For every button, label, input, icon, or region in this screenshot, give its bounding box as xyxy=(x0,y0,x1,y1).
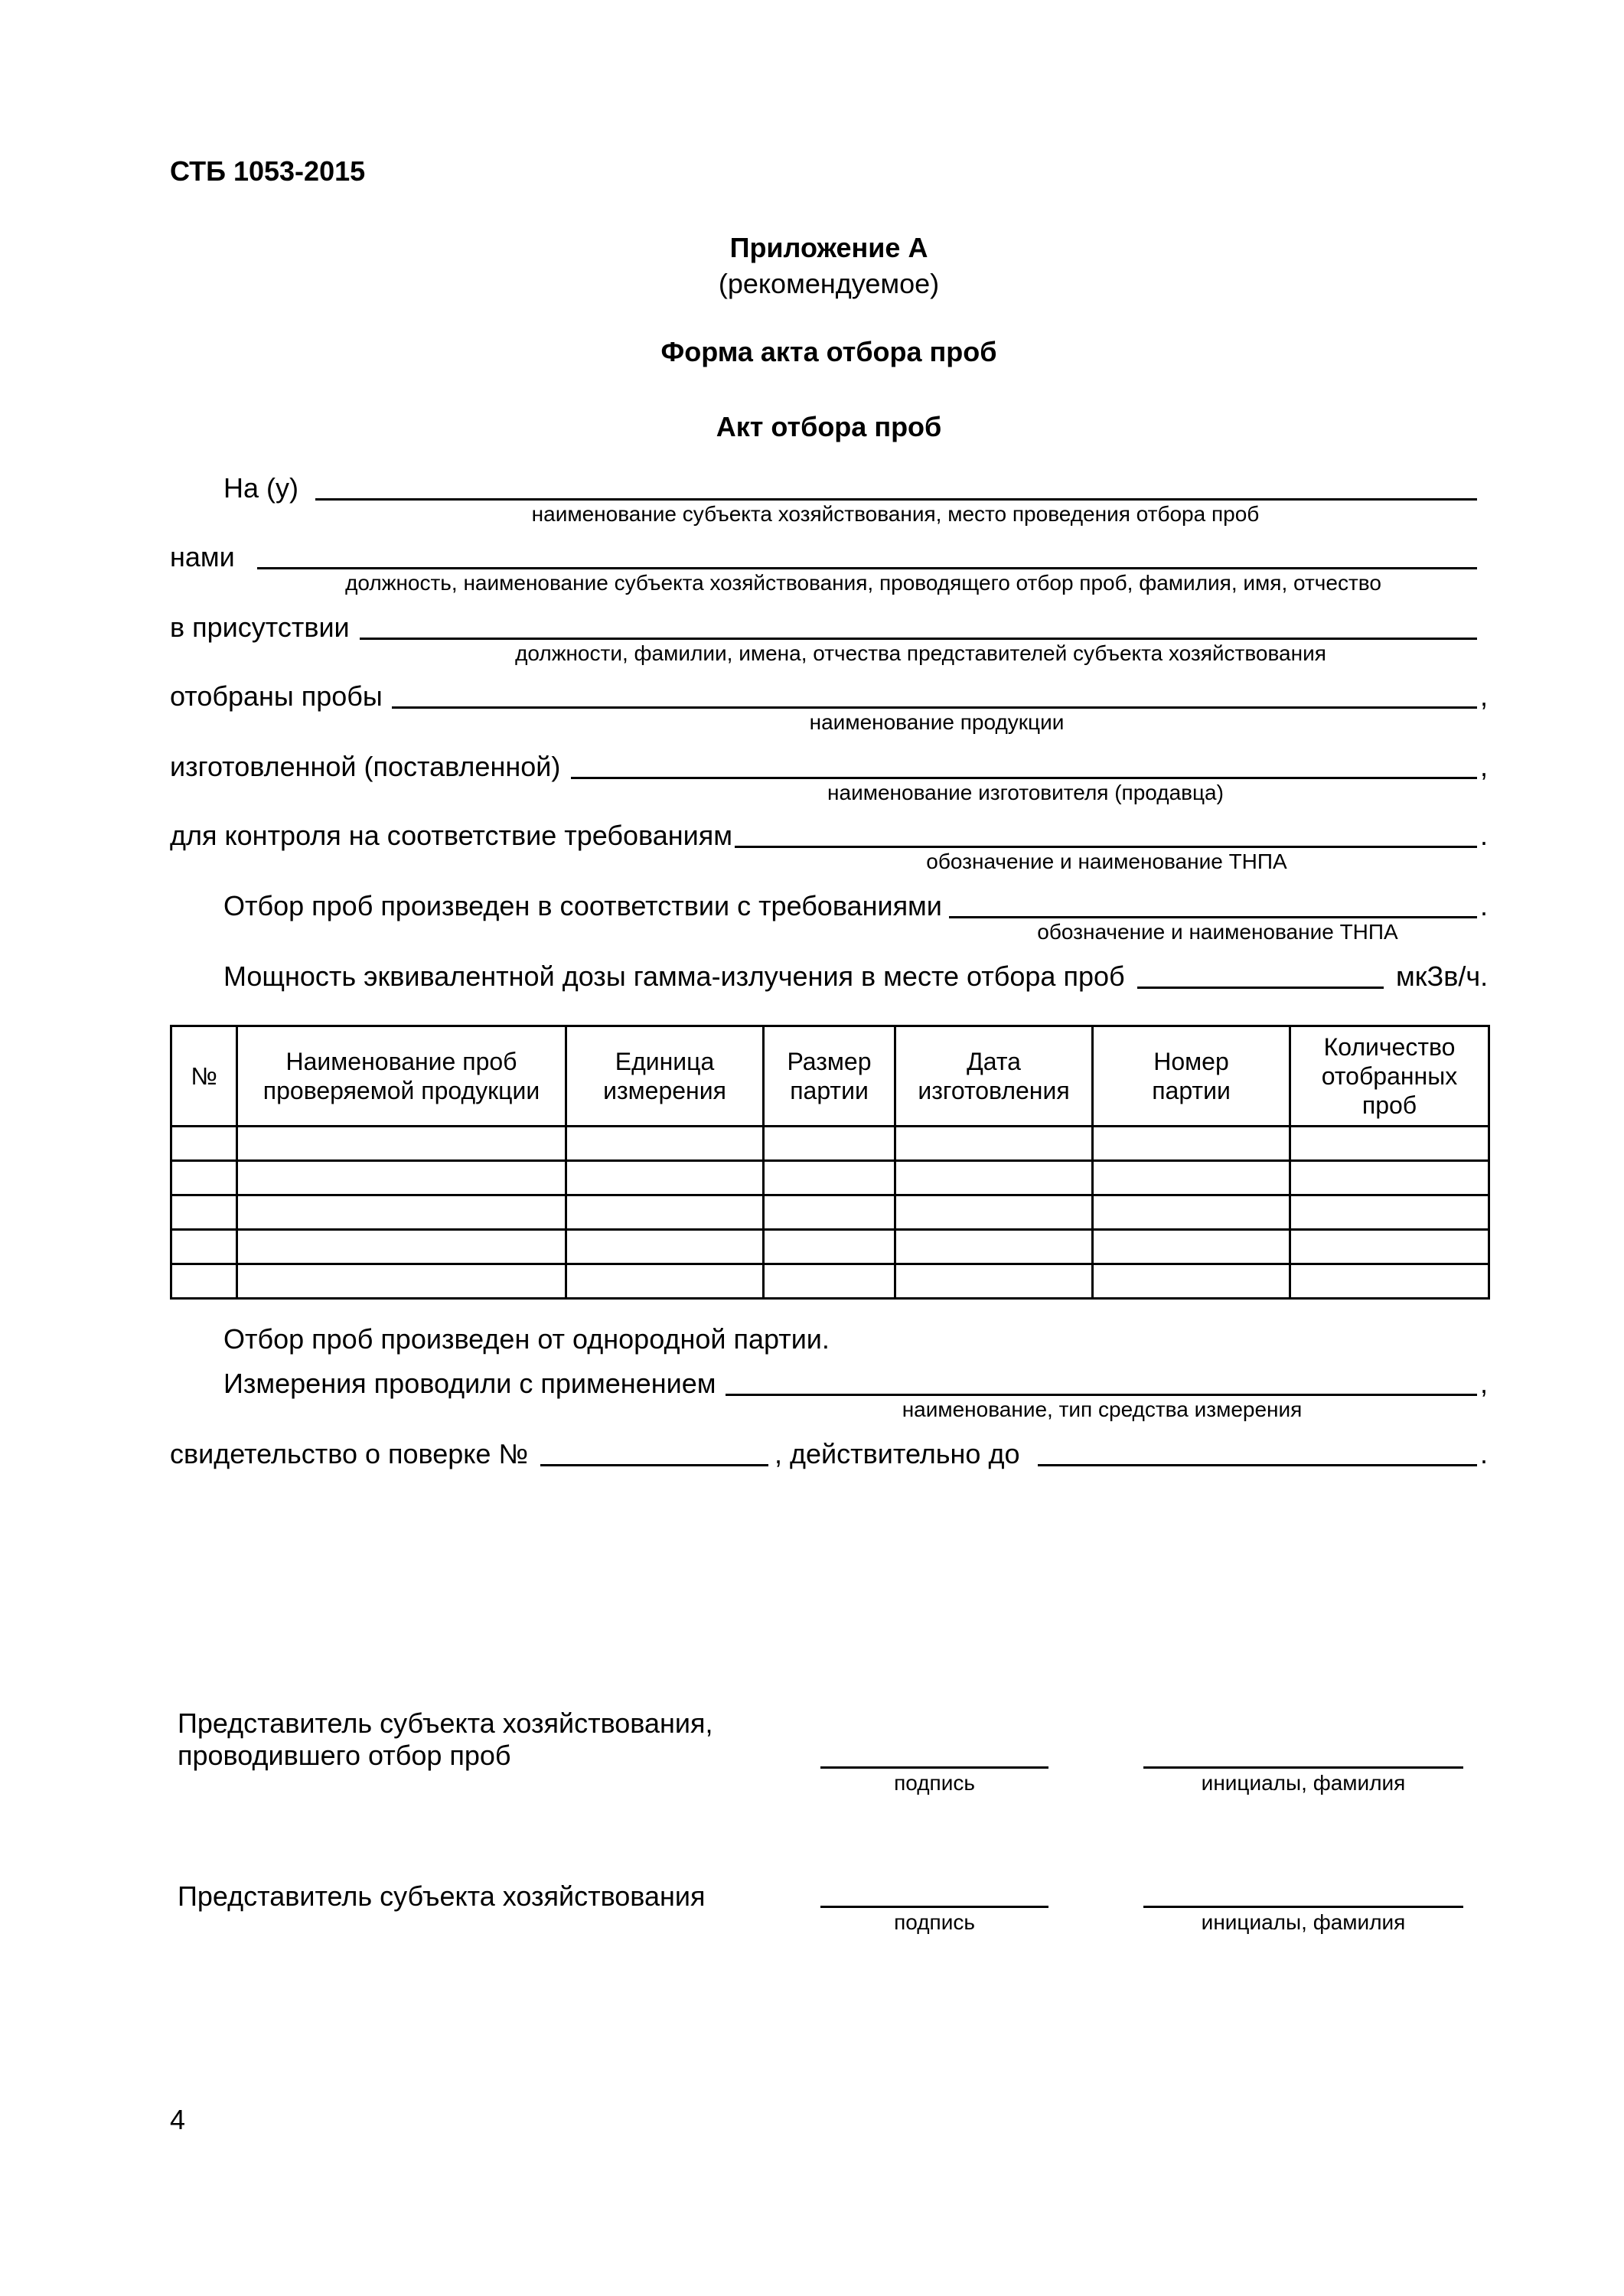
field-end-requirements: . xyxy=(1480,820,1489,851)
table-cell[interactable] xyxy=(1290,1195,1489,1230)
field-end-product: , xyxy=(1480,680,1489,712)
table-header-cell xyxy=(895,1026,1093,1127)
annex-title: Приложение А xyxy=(729,232,928,263)
table-header-row xyxy=(171,1026,1489,1127)
signature-line-1[interactable] xyxy=(820,1766,1048,1769)
table-cell[interactable] xyxy=(171,1195,237,1230)
measurements-line[interactable] xyxy=(726,1394,1477,1396)
table-cell[interactable] xyxy=(566,1127,764,1161)
table-body xyxy=(171,1127,1489,1299)
dose-label: Мощность эквивалентной дозы гамма-излучения в месте отбора проб xyxy=(223,960,1125,992)
field-label-sampling-standard: Отбор проб произведен в соответствии с требованиями xyxy=(223,890,942,921)
table-row xyxy=(171,1127,1489,1161)
page-number: 4 xyxy=(170,2104,186,2135)
field-end-sampling-standard: . xyxy=(1480,890,1489,921)
field-caption-product: наименование продукции xyxy=(809,710,1065,734)
table-row xyxy=(171,1161,1489,1195)
table-cell[interactable] xyxy=(1093,1161,1290,1195)
table-cell[interactable] xyxy=(237,1195,566,1230)
field-line-requirements[interactable] xyxy=(735,846,1477,848)
table-row xyxy=(171,1264,1489,1299)
signature-role-1-line-1: Представитель субъекта хозяйствования, xyxy=(178,1707,713,1739)
table-cell[interactable] xyxy=(171,1127,237,1161)
field-caption-sampling-standard: обозначение и наименование ТНПА xyxy=(1037,920,1398,944)
table-header-text: Номер xyxy=(1153,1048,1229,1075)
field-line-product[interactable] xyxy=(392,706,1477,709)
field-caption-location: наименование субъекта хозяйствования, место проведения отбора проб xyxy=(531,502,1260,526)
table-cell[interactable] xyxy=(1093,1127,1290,1161)
table-cell[interactable] xyxy=(1093,1264,1290,1299)
table-header-cell xyxy=(764,1026,895,1127)
table-header-cell xyxy=(237,1026,566,1127)
table-cell[interactable] xyxy=(566,1161,764,1195)
field-caption-samplers: должность, наименование субъекта хозяйствования, проводящего отбор проб, фамилия, имя, отчество xyxy=(345,571,1381,595)
table-header-text: Количество xyxy=(1323,1033,1456,1061)
table-cell[interactable] xyxy=(764,1195,895,1230)
table-cell[interactable] xyxy=(764,1264,895,1299)
field-line-samplers[interactable] xyxy=(257,567,1477,569)
table-header-text: № xyxy=(191,1062,217,1090)
table-cell[interactable] xyxy=(237,1161,566,1195)
table-cell[interactable] xyxy=(764,1161,895,1195)
table-cell[interactable] xyxy=(237,1127,566,1161)
table-cell[interactable] xyxy=(1290,1230,1489,1264)
signature-caption-2: подпись xyxy=(894,1910,975,1934)
table-cell[interactable] xyxy=(764,1127,895,1161)
table-cell[interactable] xyxy=(171,1264,237,1299)
samples-table xyxy=(170,1025,1490,1300)
table-cell[interactable] xyxy=(1093,1230,1290,1264)
table-row xyxy=(171,1230,1489,1264)
certificate-number-line[interactable] xyxy=(540,1464,768,1466)
table-cell[interactable] xyxy=(895,1230,1093,1264)
table-header-text: Размер xyxy=(787,1048,872,1075)
table-cell[interactable] xyxy=(1290,1161,1489,1195)
dose-line[interactable] xyxy=(1137,987,1384,989)
certificate-end: . xyxy=(1480,1438,1489,1469)
signature-role-2: Представитель субъекта хозяйствования xyxy=(178,1880,706,1912)
signature-line-2[interactable] xyxy=(820,1906,1048,1908)
table-cell[interactable] xyxy=(1290,1264,1489,1299)
field-label-samplers: нами xyxy=(170,541,235,572)
table-cell[interactable] xyxy=(1290,1127,1489,1161)
certificate-valid-label: , действительно до xyxy=(774,1438,1020,1469)
dose-unit: мкЗв/ч. xyxy=(1396,960,1489,992)
table-header-cell xyxy=(171,1026,237,1127)
annex-subtitle: (рекомендуемое) xyxy=(718,268,940,299)
field-label-location: На (у) xyxy=(223,472,298,504)
table-header-cell xyxy=(1290,1026,1489,1127)
form-title: Форма акта отбора проб xyxy=(660,336,997,367)
table-cell[interactable] xyxy=(895,1161,1093,1195)
table-cell[interactable] xyxy=(566,1230,764,1264)
field-line-location[interactable] xyxy=(315,498,1477,501)
act-title: Акт отбора проб xyxy=(716,411,942,442)
table-header-text: отобранных xyxy=(1321,1062,1458,1090)
table-cell[interactable] xyxy=(895,1127,1093,1161)
table-header-cell xyxy=(566,1026,764,1127)
table-cell[interactable] xyxy=(1093,1195,1290,1230)
table-header-text: Дата xyxy=(967,1048,1021,1075)
field-label-product: отобраны пробы xyxy=(170,680,383,712)
field-label-manufacturer: изготовленной (поставленной) xyxy=(170,751,561,782)
measurements-end: , xyxy=(1480,1368,1489,1399)
field-caption-manufacturer: наименование изготовителя (продавца) xyxy=(827,781,1224,804)
table-header-text: партии xyxy=(790,1077,869,1104)
table-cell[interactable] xyxy=(171,1161,237,1195)
table-row xyxy=(171,1195,1489,1230)
measurements-caption: наименование, тип средства измерения xyxy=(902,1397,1303,1421)
field-line-manufacturer[interactable] xyxy=(571,777,1477,779)
table-header-text: измерения xyxy=(603,1077,726,1104)
table-cell[interactable] xyxy=(237,1230,566,1264)
field-line-witnesses[interactable] xyxy=(360,638,1477,640)
table-cell[interactable] xyxy=(171,1230,237,1264)
name-caption-2: инициалы, фамилия xyxy=(1201,1910,1406,1934)
certificate-label: свидетельство о поверке № xyxy=(170,1438,529,1469)
table-header-text: Наименование проб xyxy=(285,1048,517,1075)
name-caption-1: инициалы, фамилия xyxy=(1201,1771,1406,1795)
table-cell[interactable] xyxy=(764,1230,895,1264)
table-cell[interactable] xyxy=(895,1195,1093,1230)
field-caption-requirements: обозначение и наименование ТНПА xyxy=(926,850,1287,873)
field-caption-witnesses: должности, фамилии, имена, отчества представителей субъекта хозяйствования xyxy=(515,641,1326,665)
table-cell[interactable] xyxy=(566,1264,764,1299)
field-line-sampling-standard[interactable] xyxy=(949,916,1477,918)
document-code: СТБ 1053-2015 xyxy=(170,155,366,187)
table-header-cell xyxy=(1093,1026,1290,1127)
table-header-text: проверяемой продукции xyxy=(263,1077,540,1104)
table-header-text: партии xyxy=(1152,1077,1231,1104)
table-cell[interactable] xyxy=(895,1264,1093,1299)
field-label-witnesses: в присутствии xyxy=(170,612,350,643)
field-end-manufacturer: , xyxy=(1480,751,1489,782)
table-header-text: Единица xyxy=(615,1048,715,1075)
table-cell[interactable] xyxy=(566,1195,764,1230)
signature-caption-1: подпись xyxy=(894,1771,975,1795)
name-line-1[interactable] xyxy=(1143,1766,1463,1769)
signature-role-1-line-2: проводившего отбор проб xyxy=(178,1740,511,1771)
field-label-requirements: для контроля на соответствие требованиям xyxy=(170,820,732,851)
name-line-2[interactable] xyxy=(1143,1906,1463,1908)
table-header-text: проб xyxy=(1361,1091,1417,1119)
homogeneous-note: Отбор проб произведен от однородной партии. xyxy=(223,1323,830,1355)
certificate-valid-line[interactable] xyxy=(1038,1464,1477,1466)
table-cell[interactable] xyxy=(237,1264,566,1299)
measurements-label: Измерения проводили с применением xyxy=(223,1368,716,1399)
table-header-text: изготовления xyxy=(918,1077,1070,1104)
